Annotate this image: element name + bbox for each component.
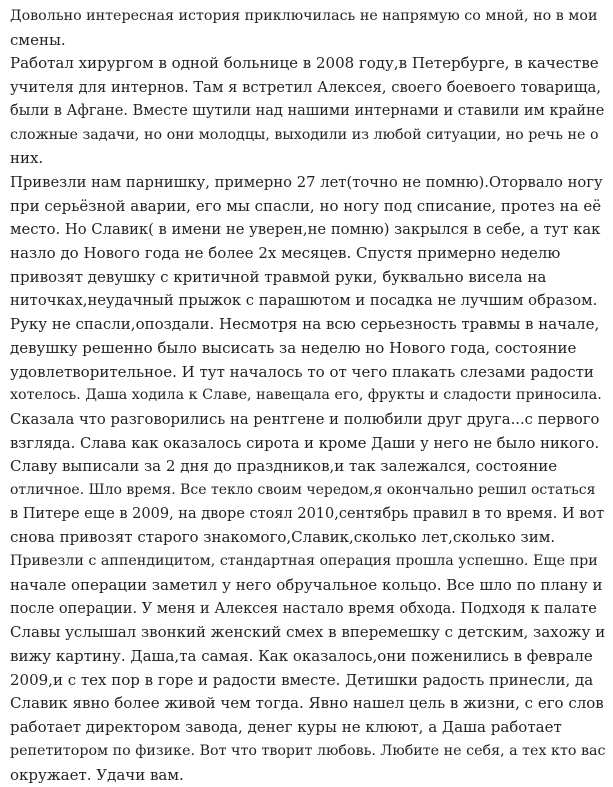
text-line: были в Афгане. Вместе шутили над нашими интернами и ставили им крайне xyxy=(10,100,605,124)
text-line: девушку решенно было высисать за неделю но Нового года, состояние xyxy=(10,337,605,361)
text-line: 2009,и с тех пор в горе и радости вместе. Детишки радость принесли, да xyxy=(10,669,605,693)
text-line: них. xyxy=(10,147,605,171)
text-line: работает директором завода, денег куры не клюют, а Даша работает xyxy=(10,716,605,740)
text-line: смены. xyxy=(10,29,605,53)
text-line: удовлетворительное. И тут началось то от чего плакать слезами радости xyxy=(10,361,605,385)
text-line: вижу картину. Даша,та самая. Как оказалось,они поженились в феврале xyxy=(10,645,605,669)
text-line: снова привозят старого знакомого,Славик,сколько лет,сколько зим. xyxy=(10,526,605,550)
text-line: после операции. У меня и Алексея настало время обхода. Подходя к палате xyxy=(10,598,605,622)
text-line: Привезли с аппендицитом, стандартная операция прошла успешно. Еще при xyxy=(10,550,605,574)
text-line: окружает. Удачи вам. xyxy=(10,764,605,787)
text-line: Работал хирургом в одной больнице в 2008 году,в Петербурге, в качестве xyxy=(10,52,605,76)
text-line: отличное. Шло время. Все текло своим чередом,я окончально решил остаться xyxy=(10,479,605,503)
text-line: Славу выписали за 2 дня до праздников,и так залежался, состояние xyxy=(10,455,605,479)
text-line: привозят девушку с критичной травмой руки, буквально висела на xyxy=(10,266,605,290)
text-line: Сказала что разговорились на рентгене и полюбили друг друга...с первого xyxy=(10,408,605,432)
text-line: назло до Нового года не более 2х месяцев. Спустя примерно неделю xyxy=(10,242,605,266)
text-line: Руку не спасли,опоздали. Несмотря на всю серьезность травмы в начале, xyxy=(10,313,605,337)
text-line: учителя для интернов. Там я встретил Алексея, своего боевоего товарища, xyxy=(10,76,605,100)
text-line: место. Но Славик( в имени не уверен,не помню) закрылся в себе, а тут как xyxy=(10,218,605,242)
text-line: Привезли нам парнишку, примерно 27 лет(точно не помню).Оторвало ногу xyxy=(10,171,605,195)
text-line: Славы услышал звонкий женский смех в вперемешку с детским, захожу и xyxy=(10,621,605,645)
text-line: при серьёзной аварии, его мы спасли, но ногу под списание, протез на её xyxy=(10,195,605,219)
text-line: репетитором по физике. Вот что творит любовь. Любите не себя, а тех кто вас xyxy=(10,740,605,764)
text-line: Довольно интересная история приключилась не напрямую со мной, но в мои xyxy=(10,5,605,29)
text-line: ниточках,неудачный прыжок с парашютом и посадка не лучшим образом. xyxy=(10,289,605,313)
text-line: сложные задачи, но они молодцы, выходили из любой ситуации, но речь не о xyxy=(10,124,605,148)
text-line: хотелось. Даша ходила к Славе, навещала его, фрукты и сладости приносила. xyxy=(10,384,605,408)
text-line: начале операции заметил у него обручальное кольцо. Все шло по плану и xyxy=(10,574,605,598)
text-line: в Питере еще в 2009, на дворе стоял 2010,сентябрь правил в то время. И вот xyxy=(10,503,605,527)
text-line: Славик явно более живой чем тогда. Явно нашел цель в жизни, с его слов xyxy=(10,692,605,716)
text-line: взгляда. Слава как оказалось сирота и кроме Даши у него не было никого. xyxy=(10,432,605,456)
